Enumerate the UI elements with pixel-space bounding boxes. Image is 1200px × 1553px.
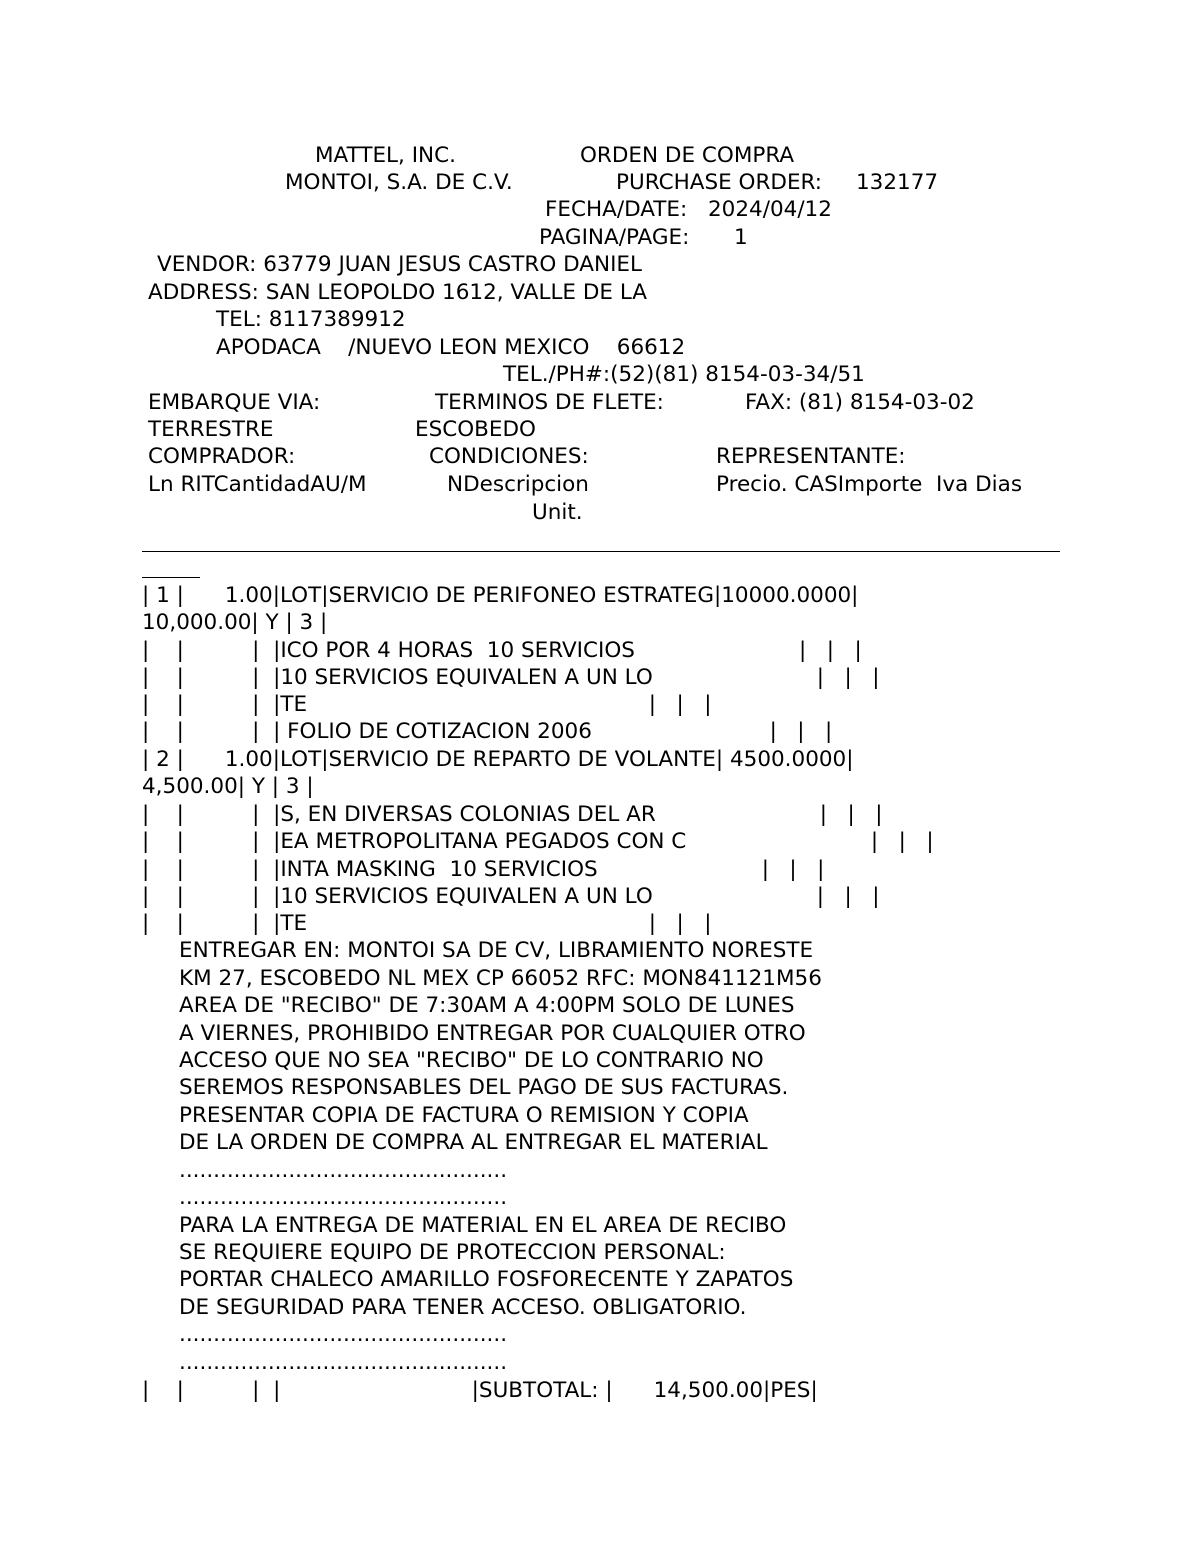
divider-line (142, 551, 1060, 552)
page-label: PAGINA/PAGE: (539, 225, 690, 250)
company-tel: TEL./PH#:(52)(81) 8154-03-34/51 (503, 362, 865, 387)
note-line: PORTAR CHALECO AMARILLO FOSFORECENTE Y ZAPATOS (179, 1267, 794, 1292)
note-line: ACCESO QUE NO SEA "RECIBO" DE LO CONTRARIO NO (179, 1048, 764, 1073)
comprador-label: COMPRADOR: (148, 444, 296, 469)
vendor-address: ADDRESS: SAN LEOPOLDO 1612, VALLE DE LA (148, 280, 648, 305)
page-number: 1 (734, 225, 748, 250)
line-item-row: | | | | FOLIO DE COTIZACION 2006 | | | (142, 719, 833, 744)
note-line: SEREMOS RESPONSABLES DEL PAGO DE SUS FACTURAS. (179, 1075, 789, 1100)
note-line: A VIERNES, PROHIBIDO ENTREGAR POR CUALQUIER OTRO (179, 1021, 806, 1046)
terminos-value: ESCOBEDO (415, 417, 536, 442)
note-line: ................................................ (179, 1158, 508, 1183)
line-item-row: | | | |ICO POR 4 HORAS 10 SERVICIOS | | | (142, 638, 862, 663)
vendor-line: VENDOR: 63779 JUAN JESUS CASTRO DANIEL (157, 252, 642, 277)
line-item-row: 4,500.00| Y | 3 | (142, 774, 314, 799)
line-item-row: | | | |EA METROPOLITANA PEGADOS CON C | | | (142, 829, 934, 854)
date-value: 2024/04/12 (708, 197, 832, 222)
note-line: KM 27, ESCOBEDO NL MEX CP 66052 RFC: MON841121M56 (179, 966, 822, 991)
subsidiary-name: MONTOI, S.A. DE C.V. (285, 170, 513, 195)
company-name: MATTEL, INC. (315, 143, 456, 168)
column-heading-unit: Unit. (532, 500, 583, 525)
note-line: SE REQUIERE EQUIPO DE PROTECCION PERSONAL: (179, 1240, 726, 1265)
line-item-row: | | | |S, EN DIVERSAS COLONIAS DEL AR | | | (142, 802, 883, 827)
note-line: ENTREGAR EN: MONTOI SA DE CV, LIBRAMIENTO NORESTE (179, 938, 814, 963)
date-label: FECHA/DATE: (545, 197, 688, 222)
line-item-row: | | | |INTA MASKING 10 SERVICIOS | | | (142, 857, 825, 882)
line-item-row: | 1 | 1.00|LOT|SERVICIO DE PERIFONEO ESTRATEG|10000.0000| (142, 583, 859, 608)
note-line: AREA DE "RECIBO" DE 7:30AM A 4:00PM SOLO DE LUNES (179, 993, 795, 1018)
note-line: PARA LA ENTREGA DE MATERIAL EN EL AREA DE RECIBO (179, 1213, 787, 1238)
representante-label: REPRESENTANTE: (716, 444, 906, 469)
line-item-row: | | | |10 SERVICIOS EQUIVALEN A UN LO | | | (142, 665, 880, 690)
note-line: ................................................ (179, 1350, 508, 1375)
vendor-tel: TEL: 8117389912 (216, 307, 406, 332)
note-line: DE SEGURIDAD PARA TENER ACCESO. OBLIGATORIO. (179, 1295, 747, 1320)
po-number: 132177 (856, 170, 939, 195)
line-item-row: | | | |TE | | | (142, 911, 712, 936)
divider-short (142, 577, 200, 578)
line-item-row: | | | |TE | | | (142, 692, 712, 717)
embarque-value: TERRESTRE (148, 417, 274, 442)
note-line: ................................................ (179, 1185, 508, 1210)
column-heading-description: NDescripcion (447, 472, 589, 497)
line-item-row: | | | |10 SERVICIOS EQUIVALEN A UN LO | | | (142, 884, 880, 909)
fax-line: FAX: (81) 8154-03-02 (745, 390, 975, 415)
column-heading-right: Precio. CASImporte Iva Dias (716, 472, 1023, 497)
condiciones-label: CONDICIONES: (429, 444, 589, 469)
subtotal-line: | | | | |SUBTOTAL: | 14,500.00|PES| (142, 1378, 818, 1403)
po-label: PURCHASE ORDER: (616, 170, 823, 195)
line-item-row: | 2 | 1.00|LOT|SERVICIO DE REPARTO DE VOLANTE| 4500.0000| (142, 747, 854, 772)
line-item-row: 10,000.00| Y | 3 | (142, 610, 328, 635)
vendor-city: APODACA /NUEVO LEON MEXICO 66612 (216, 335, 686, 360)
embarque-label: EMBARQUE VIA: (148, 390, 321, 415)
note-line: ................................................ (179, 1322, 508, 1347)
note-line: DE LA ORDEN DE COMPRA AL ENTREGAR EL MATERIAL (179, 1130, 768, 1155)
note-line: PRESENTAR COPIA DE FACTURA O REMISION Y COPIA (179, 1103, 749, 1128)
column-heading-left: Ln RITCantidadAU/M (148, 472, 367, 497)
terminos-label: TERMINOS DE FLETE: (435, 390, 664, 415)
document-title: ORDEN DE COMPRA (580, 143, 795, 168)
